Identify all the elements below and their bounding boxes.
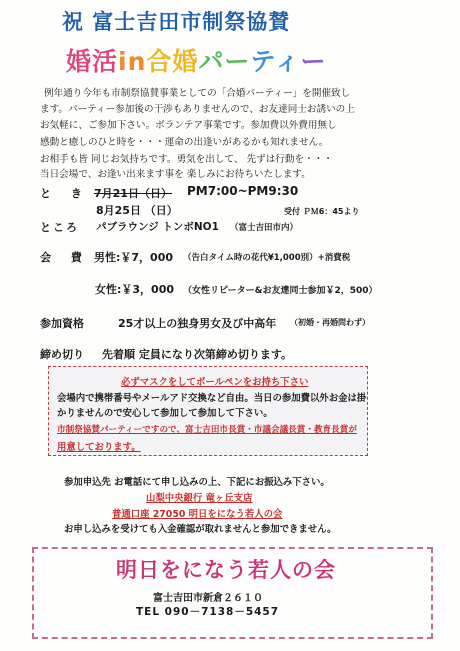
fee-female-note: （女性リピーター&お友達同士参加￥2，500） xyxy=(183,286,378,296)
notice-mask: 必ずマスクをしてボールペンをお持ち下さい xyxy=(121,377,309,388)
deadline-text: 先着順 定員になり次第締め切ります。 xyxy=(102,348,292,361)
reception-time: 受付 ＰＭ6：45より xyxy=(284,207,360,216)
event-title: 祝 富士吉田市制祭協賛 xyxy=(62,10,291,34)
bank-name: 山梨中央銀行 竜ヶ丘支店 xyxy=(146,493,253,504)
when-label: と き xyxy=(40,187,90,200)
party-name-part: パー xyxy=(198,47,251,76)
payment-note: お申し込みを受けても入金確認が取れませんと参加できません。 xyxy=(64,524,337,535)
party-name-part: 婚活 xyxy=(66,47,119,76)
notice-line: かりませんので安心して参加して参加して下さい。 xyxy=(57,408,273,419)
venue-city: （富士吉田市内） xyxy=(230,223,299,233)
qualification-label: 参加資格 xyxy=(40,317,84,330)
event-time: PM7:00~PM9:30 xyxy=(187,184,299,198)
deadline-label: 締め切り xyxy=(40,348,84,361)
party-name-part: ー xyxy=(300,47,327,76)
event-date: 8月25日 （日） xyxy=(96,204,178,217)
organizer-box xyxy=(32,547,433,639)
notice-award: 用意しております。 xyxy=(57,442,141,453)
fee-male: 男性:￥7，000 xyxy=(94,251,174,264)
apply-info: 参加申込先 お電話にて申し込みの上、下記にお振込み下さい。 xyxy=(64,477,330,488)
where-label: ところ xyxy=(40,221,79,234)
intro-line: 当日会場で、お逢い出来ます事を 楽しみにお待ちいたします。 xyxy=(40,169,311,180)
organizer-name: 明日をになう若人の会 xyxy=(116,558,336,582)
fee-male-note: （告白タイム時の花代¥1,000別）+消費税 xyxy=(183,253,351,263)
party-name-part: in xyxy=(118,47,147,76)
party-name xyxy=(66,42,326,78)
notice-line: 会場内で携帯番号やメールアド交換など自由。当日の参加費以外お金は掛 xyxy=(57,393,367,404)
qualification-text: 25才以上の独身男女及び中高年 xyxy=(118,317,277,330)
organizer-address: 富士吉田市新倉２６１０ xyxy=(153,593,263,604)
notice-award: 市制祭協賛パーティーですので、富士吉田市長賞・市議会議長賞・教育長賞が xyxy=(57,425,357,435)
intro-line: お相手も皆 同じお気持ちです。勇気を出して、 先ずは行動を・・・ xyxy=(40,154,333,165)
qualification-note: （初婚・再婚問わず） xyxy=(290,318,370,327)
party-name-part: 合婚 xyxy=(146,47,199,76)
venue: パブラウンジ トンボNO1 xyxy=(96,221,219,233)
intro-line: お気軽に、ご参加下さい。ボランテア事業です。参加費以外費用無し xyxy=(40,120,337,131)
intro-line: 例年通り今年も市制祭協賛事業としての「合婚パーティー」を開催致し xyxy=(44,88,351,99)
fee-label: 会 費 xyxy=(40,251,90,264)
old-date: 7月21日（日） xyxy=(94,187,172,200)
notice-box xyxy=(48,366,368,456)
party-name-part: ティ xyxy=(250,47,301,76)
intro-line: ます。パーティー参加後の干渉もありませんので、お友達同士お誘いの上 xyxy=(40,104,355,115)
intro-line: 感動と癒しのひと時を・・・運命の出逢いがあるかも知れません。 xyxy=(40,137,329,148)
bank-account: 普通口座 27050 明日をになう若人の会 xyxy=(112,509,283,520)
organizer-phone: TEL 090－7138－5457 xyxy=(136,606,280,618)
fee-female: 女性:￥3，000 xyxy=(95,283,175,296)
